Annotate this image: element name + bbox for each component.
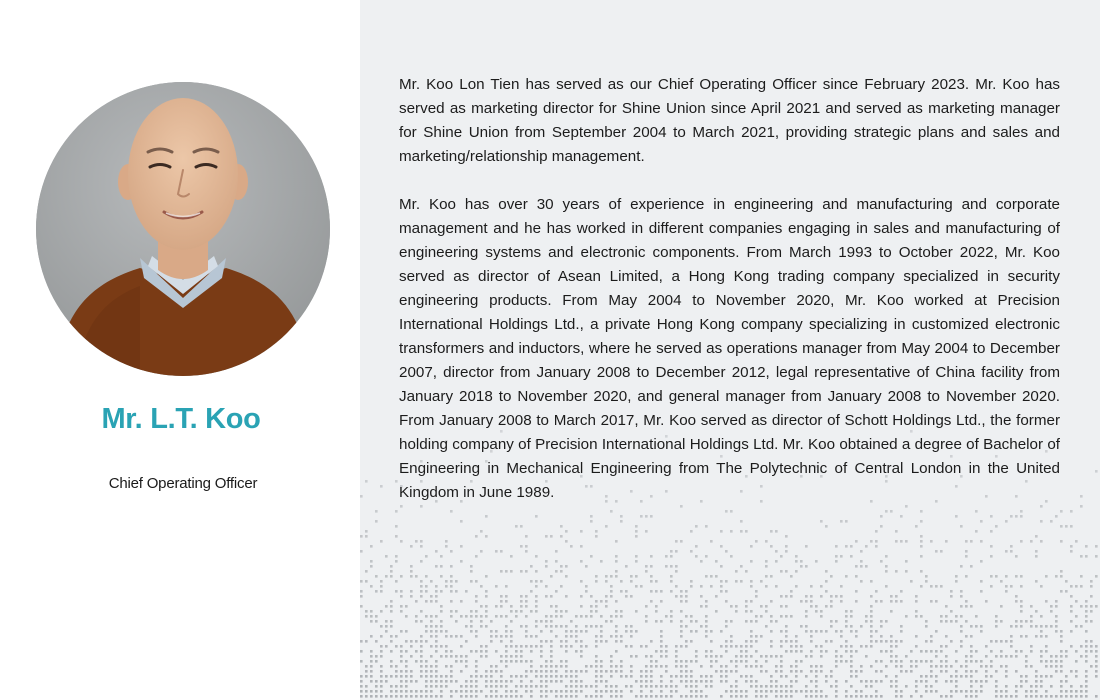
profile-column (0, 0, 360, 700)
profile-photo (36, 82, 330, 376)
portrait-illustration (36, 82, 330, 376)
biography-panel (360, 0, 1100, 700)
person-title: Chief Operating Officer (108, 475, 258, 492)
person-name: Mr. L.T. Koo (101, 403, 261, 435)
biography-paragraph-1: Mr. Koo Lon Tien has served as our Chief Operating Officer since February 2023. Mr. Koo has served as marketing director for Shine Union since April 2021 and served as marketing manager for Shine Union from September 2004 to March 2021, providing strategic plans and sales and marketing/relationship management. (399, 76, 1060, 165)
biography-text (399, 73, 1060, 529)
biography-paragraph-2: Mr. Koo has over 30 years of experience in engineering and manufacturing and corporate management and he has worked in different companies engaging in sales and manufacturing of engineering systems and electronic components. From March 1993 to October 2022, Mr. Koo served as director of Asean Limited, a Hong Kong trading company specialized in security engineering products. From May 2004 to November 2020, Mr. Koo worked at Precision International Holdings Ltd., a private Hong Kong company specializing in customized electronic transformers and inductors, where he served as operations manager from May 2004 to December 2007, director from January 2008 to December 2012, legal representative of China facility from January 2018 to November 2020, and general manager from January 2008 to November 2020. From January 2008 to March 2017, Mr. Koo served as director of Schott Holdings Ltd., the former holding company of Precision International Holdings Ltd. Mr. Koo obtained a degree of Bachelor of Engineering in Mechanical Engineering from The Polytechnic of Central London in the United Kingdom in June 1989. (399, 196, 1060, 501)
